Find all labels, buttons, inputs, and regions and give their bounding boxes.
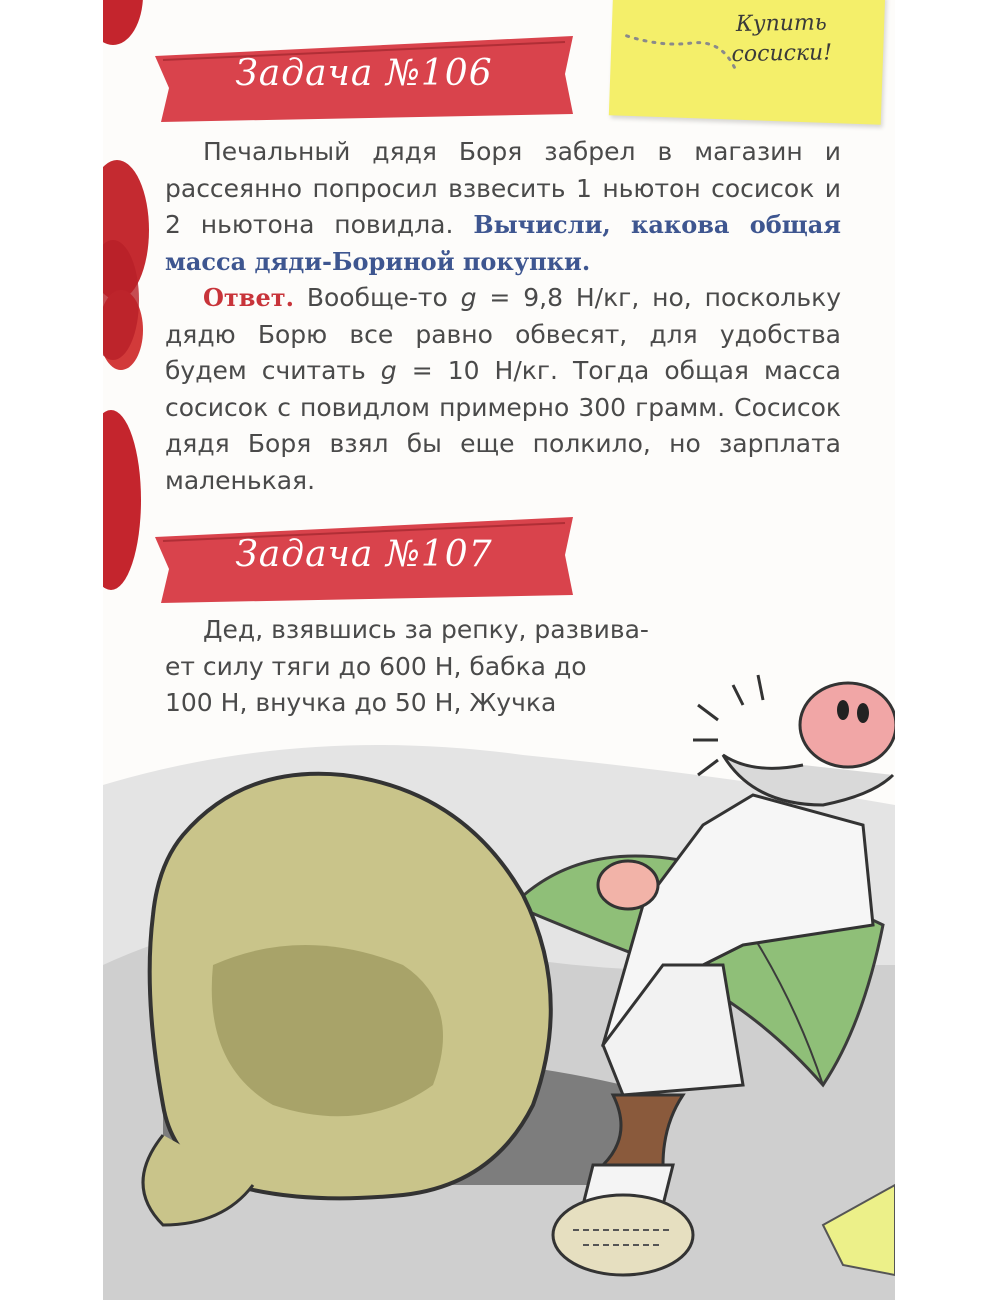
answer-text-3: = 10 Н/кг. Тогда общая масса сосисок с повидлом примерно 300 грамм. Сосисок дядя Боря взял бы еще полкило, но зарплата маленькая. <box>165 356 841 495</box>
sausage-decoration <box>103 0 163 620</box>
task-107-ribbon <box>155 515 573 605</box>
task-106-question: Вычисли, какова общая масса дяди-Бориной покупки. <box>165 210 842 276</box>
answer-text-2: = 9,8 Н/кг, но, поскольку дядю Борю все равно обвесят, для удобства будем считать <box>165 283 841 385</box>
task-107-line-3: 100 Н, внучка до 50 Н, Жучка <box>165 688 557 717</box>
sticky-note-text: Купить сосиски! <box>731 10 833 68</box>
answer-label: Ответ. <box>203 283 294 312</box>
answer-text-1: Вообще-то <box>293 283 461 312</box>
task-106-statement-text: Печальный дядя Боря забрел в магазин и рассеянно попросил взвесить 1 ньютон сосисок и 2 ньютона повидла. <box>165 137 841 239</box>
task-107-line-2: ет силу тяги до 600 Н, бабка до <box>165 651 587 681</box>
task-106-ribbon <box>155 34 573 124</box>
task-106-title: Задача №106 <box>235 52 493 94</box>
task-106-answer <box>165 280 841 499</box>
task-106-statement <box>165 134 841 280</box>
task-106-body <box>165 134 841 499</box>
task-107-title: Задача №107 <box>235 533 493 575</box>
sticky-note <box>609 0 885 125</box>
grandpa-turnip-illustration <box>103 665 895 1300</box>
book-page <box>103 0 895 1300</box>
task-107-line-1: Дед, взявшись за репку, развива- <box>203 615 649 644</box>
variable-g-1: g <box>460 283 477 312</box>
variable-g-2: g <box>380 356 397 385</box>
